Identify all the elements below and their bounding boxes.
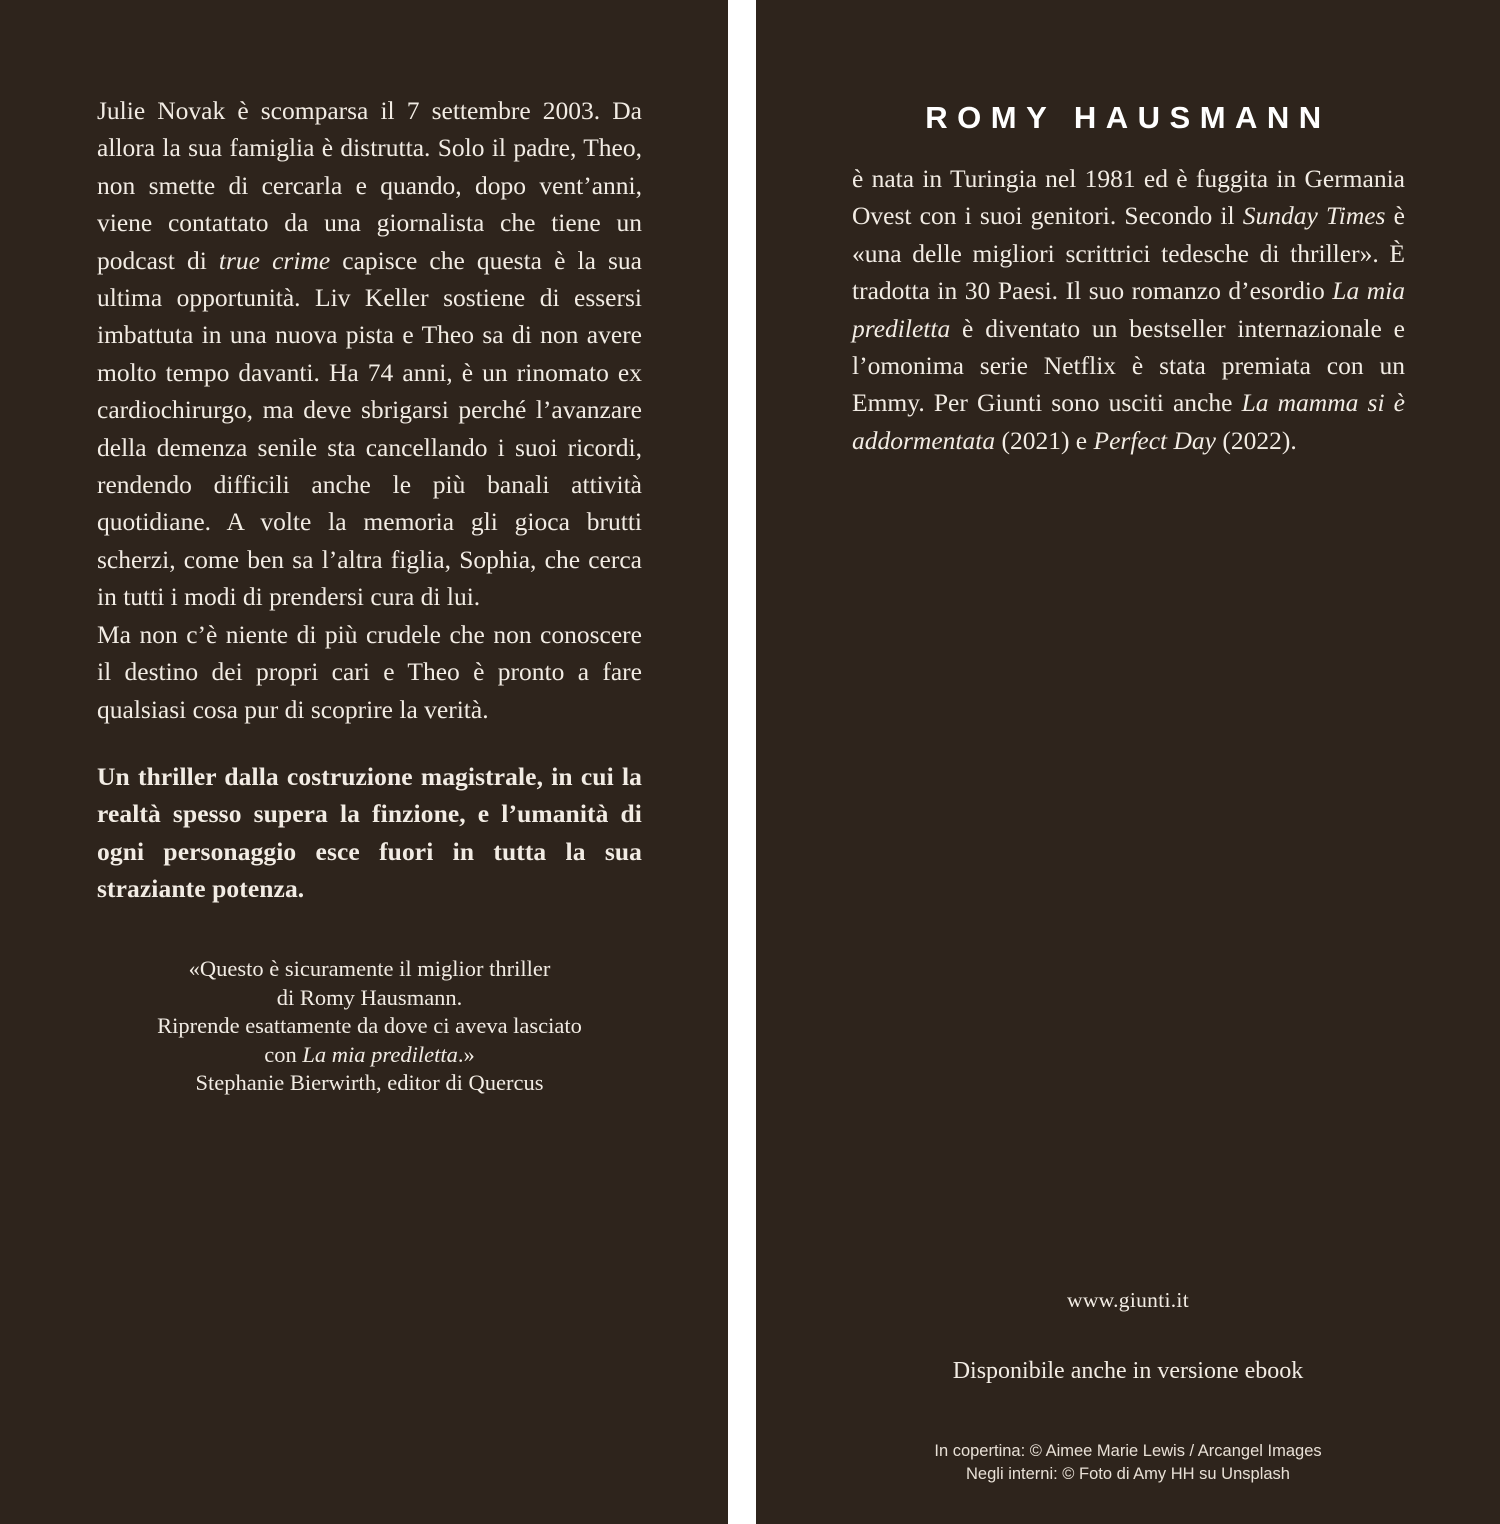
review-line-4-after: .» (457, 1041, 475, 1067)
synopsis-block (97, 92, 642, 908)
bio-italic-la-mamma-si-e-addormentata: La mamma si è addormentata (852, 388, 1405, 455)
author-name-heading: ROMY HAUSMANN (925, 100, 1331, 135)
review-line-3: Riprende esattamente da dove ci aveva lasciato (157, 1013, 582, 1039)
back-cover-panel (0, 0, 728, 1524)
spread-gutter (728, 0, 756, 1524)
bio-seg-3: è diventato un bestseller internazionale e l’omonima serie Netflix è stata premiata con un Emmy. Per Giunti sono usciti anche (852, 313, 1405, 418)
bio-italic-perfect-day: Perfect Day (1093, 425, 1216, 455)
bio-seg-4: (2021) e (995, 425, 1094, 455)
bio-seg-5: (2022). (1216, 425, 1297, 455)
synopsis-paragraph-1 (97, 92, 642, 616)
review-attribution: Stephanie Bierwirth, editor di Quercus (195, 1070, 544, 1096)
image-credits-block (756, 1440, 1500, 1486)
review-line-4-before: con (264, 1041, 303, 1067)
bio-seg-1: è nata in Turingia nel 1981 ed è fuggita in Germania Ovest con i suoi genitori. Secondo il (852, 164, 1405, 231)
review-italic-title: La mia prediletta (302, 1041, 458, 1067)
publisher-website-link[interactable]: www.giunti.it (1067, 1288, 1189, 1312)
synopsis-paragraph-2: Ma non c’è niente di più crudele che non conoscere il destino dei propri cari e Theo è pronto a fare qualsiasi cosa pur di scoprire la verità. (97, 619, 642, 724)
synopsis-text-b: capisce che questa è la sua ultima opportunità. Liv Keller sostiene di essersi imbattuta in una nuova pista e Theo sa di non avere molto tempo davanti. Ha 74 anni, è un rinomato ex cardiochirurgo, ma deve sbrigarsi perché l’avanzare della demenza senile sta cancellando i suoi ricordi, rendendo difficili anche le più banali attività quotidiane. A volte la memoria gli gioca brutti scherzi, come ben sa l’altra figlia, Sophia, che cerca in tutti i modi di prendersi cura di lui. (97, 245, 642, 612)
bio-seg-2: è «una delle migliori scrittrici tedesche di thriller». È tradotta in 30 Paesi. Il suo romanzo d’esordio (852, 201, 1405, 306)
author-bio-block (852, 160, 1405, 459)
synopsis-text-a: Julie Novak è scomparsa il 7 settembre 2003. Da allora la sua famiglia è distrutta. Solo il padre, Theo, non smette di cercarla e quando, dopo vent’anni, viene contattato da una giornalista che tiene un podcast di (97, 96, 642, 275)
author-flap-panel (756, 0, 1500, 1524)
bio-italic-la-mia-prediletta: La mia prediletta (852, 276, 1405, 343)
author-bio-paragraph (852, 160, 1405, 459)
review-quote-block (97, 955, 642, 1098)
cover-image-credit: In copertina: © Aimee Marie Lewis / Arcangel Images (934, 1442, 1322, 1460)
review-line-2: di Romy Hausmann. (276, 984, 463, 1010)
interior-image-credit: Negli interni: © Foto di Amy HH su Unsplash (966, 1465, 1290, 1483)
bio-italic-sunday-times: Sunday Times (1242, 201, 1386, 231)
pitch-paragraph: Un thriller dalla costruzione magistrale, in cui la realtà spesso supera la finzione, e l’umanità di ogni personaggio esce fuori in tutta la sua straziante potenza. (97, 761, 642, 904)
review-line-4 (97, 1041, 642, 1070)
synopsis-italic-true-crime: true crime (218, 245, 331, 275)
ebook-availability-note: Disponibile anche in versione ebook (952, 1358, 1304, 1384)
review-line-1: «Questo è sicuramente il miglior thriller (188, 956, 551, 981)
